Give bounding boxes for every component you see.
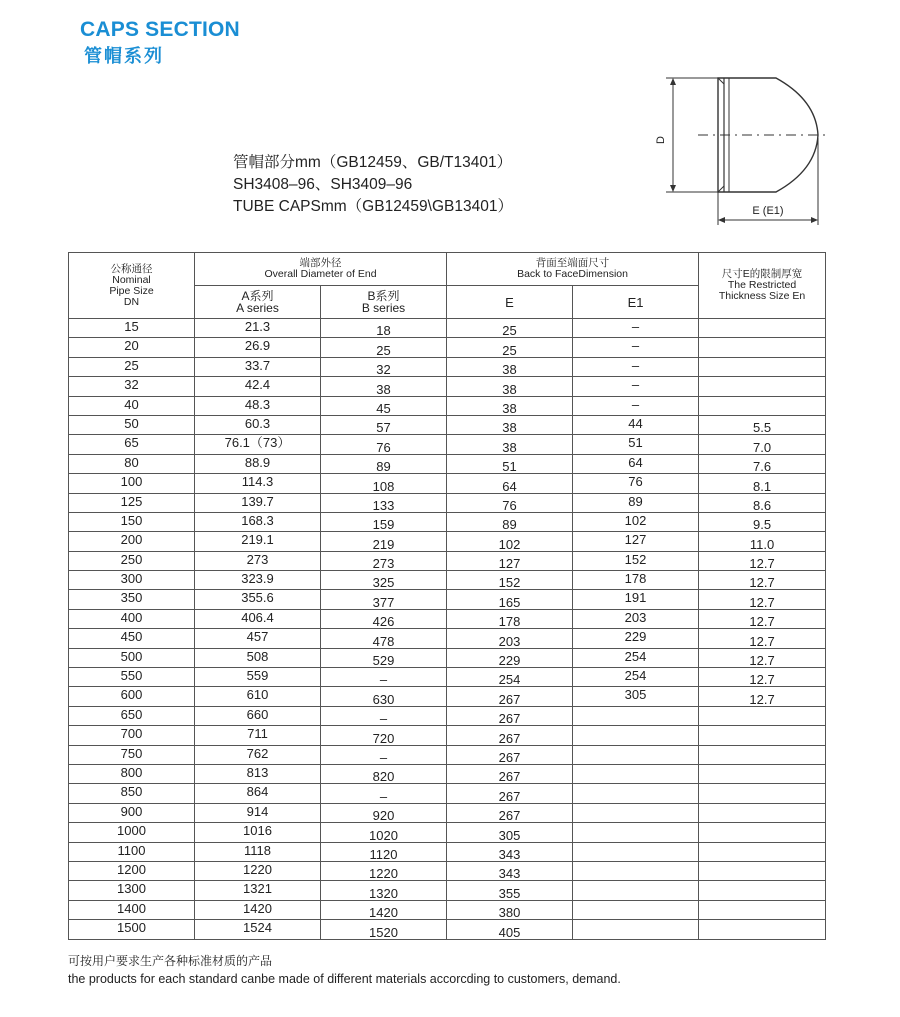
cell-a-series: 33.7 (195, 357, 321, 376)
cell-e1: 178 (573, 571, 699, 590)
cell-e: 38 (447, 435, 573, 454)
table-row (69, 784, 826, 803)
cell-a-series: 273 (195, 551, 321, 570)
cell-a-series: 76.1（73） (195, 435, 321, 454)
cell-e: 38 (447, 415, 573, 434)
table-row (69, 338, 826, 357)
cell-e: 203 (447, 629, 573, 648)
cell-b-series: – (321, 706, 447, 725)
cell-thickness: 12.7 (699, 629, 826, 648)
cell-b-series: – (321, 784, 447, 803)
cell-thickness: 9.5 (699, 512, 826, 531)
header-dn-en1: Nominal (112, 273, 151, 286)
cell-e1 (573, 726, 699, 745)
cell-b-series: 478 (321, 629, 447, 648)
header-restricted-thickness (699, 253, 826, 319)
header-a-cn: A系列 (241, 289, 274, 303)
standards-line-2: SH3408–96、SH3409–96 (233, 176, 413, 193)
cell-e1 (573, 881, 699, 900)
header-dn-en2: Pipe Size (109, 284, 154, 297)
header-b-series (321, 286, 447, 319)
table-row (69, 764, 826, 783)
cell-b-series: 1220 (321, 861, 447, 880)
header-e1: E1 (573, 286, 699, 319)
cell-dn: 250 (69, 551, 195, 570)
cell-e1 (573, 842, 699, 861)
e-arrow-left (718, 217, 725, 223)
cell-b-series: 57 (321, 415, 447, 434)
table-row (69, 319, 826, 338)
cell-e: 267 (447, 764, 573, 783)
cell-a-series: 88.9 (195, 454, 321, 473)
cell-a-series: 219.1 (195, 532, 321, 551)
cell-e1: 191 (573, 590, 699, 609)
cell-a-series: 1220 (195, 861, 321, 880)
cell-e1 (573, 784, 699, 803)
cell-a-series: 355.6 (195, 590, 321, 609)
cell-e: 165 (447, 590, 573, 609)
d-arrow-top (670, 78, 676, 85)
cell-a-series: 114.3 (195, 474, 321, 493)
cell-a-series: 168.3 (195, 512, 321, 531)
section-title-en: CAPS SECTION (80, 18, 240, 41)
cell-thickness (699, 764, 826, 783)
table-row (69, 454, 826, 473)
cell-thickness (699, 900, 826, 919)
cell-e: 76 (447, 493, 573, 512)
cell-b-series: 273 (321, 551, 447, 570)
cell-e: 343 (447, 861, 573, 880)
cell-b-series: 1320 (321, 881, 447, 900)
cell-e: 229 (447, 648, 573, 667)
d-arrow-bottom (670, 185, 676, 192)
header-back-to-face (447, 253, 699, 286)
table-row (69, 551, 826, 570)
header-e: E (447, 286, 573, 319)
table-row (69, 474, 826, 493)
cell-b-series: – (321, 745, 447, 764)
cell-a-series: 1321 (195, 881, 321, 900)
table-row (69, 900, 826, 919)
cell-a-series: 406.4 (195, 609, 321, 628)
cell-e1 (573, 706, 699, 725)
cell-dn: 40 (69, 396, 195, 415)
cell-a-series: 457 (195, 629, 321, 648)
table-row (69, 357, 826, 376)
cell-a-series: 1524 (195, 920, 321, 939)
cell-e1: 76 (573, 474, 699, 493)
table-row (69, 881, 826, 900)
cell-thickness (699, 745, 826, 764)
cell-b-series: 76 (321, 435, 447, 454)
cell-e1: – (573, 357, 699, 376)
table-row (69, 861, 826, 880)
cell-thickness (699, 920, 826, 939)
table-row (69, 842, 826, 861)
header-a-en: A series (236, 301, 279, 315)
cell-thickness (699, 784, 826, 803)
cell-dn: 450 (69, 629, 195, 648)
table-body (69, 319, 826, 940)
cell-a-series: 762 (195, 745, 321, 764)
cell-thickness: 7.0 (699, 435, 826, 454)
cell-dn: 1300 (69, 881, 195, 900)
cell-thickness (699, 861, 826, 880)
cell-a-series: 323.9 (195, 571, 321, 590)
cell-b-series: 32 (321, 357, 447, 376)
cell-dn: 350 (69, 590, 195, 609)
cell-e: 25 (447, 338, 573, 357)
cell-dn: 200 (69, 532, 195, 551)
cell-dn: 750 (69, 745, 195, 764)
cell-b-series: 377 (321, 590, 447, 609)
cell-dn: 80 (69, 454, 195, 473)
table-row (69, 648, 826, 667)
cell-a-series: 48.3 (195, 396, 321, 415)
cell-b-series: 45 (321, 396, 447, 415)
cell-b-series: 820 (321, 764, 447, 783)
standards-line-3: TUBE CAPSmm（GB12459\GB13401） (233, 198, 513, 215)
table-row (69, 493, 826, 512)
cell-e1: – (573, 319, 699, 338)
cell-e1: 152 (573, 551, 699, 570)
table-row (69, 803, 826, 822)
header-nominal-size (69, 253, 195, 319)
standards-block (233, 152, 513, 218)
cell-b-series: 630 (321, 687, 447, 706)
cell-a-series: 60.3 (195, 415, 321, 434)
cell-e1: 64 (573, 454, 699, 473)
cell-dn: 32 (69, 377, 195, 396)
standards-line-1: 管帽部分mm（GB12459、GB/T13401） (233, 154, 513, 171)
header-thk-en1: The Restricted (727, 279, 797, 291)
header-overall-diameter (195, 253, 447, 286)
table-row (69, 435, 826, 454)
cell-e1: – (573, 377, 699, 396)
cell-thickness: 12.7 (699, 571, 826, 590)
cell-dn: 400 (69, 609, 195, 628)
cell-e1: 305 (573, 687, 699, 706)
cell-a-series: 1118 (195, 842, 321, 861)
cell-thickness: 12.7 (699, 648, 826, 667)
cell-e: 102 (447, 532, 573, 551)
cell-thickness: 12.7 (699, 551, 826, 570)
cell-a-series: 864 (195, 784, 321, 803)
cell-dn: 300 (69, 571, 195, 590)
cell-e: 267 (447, 706, 573, 725)
cell-b-series: 18 (321, 319, 447, 338)
table-row (69, 512, 826, 531)
cell-b-series: 426 (321, 609, 447, 628)
cell-a-series: 610 (195, 687, 321, 706)
header-dn-en3: DN (123, 295, 140, 308)
cap-bevel-top (718, 78, 724, 84)
cell-e1: 89 (573, 493, 699, 512)
cell-e1 (573, 803, 699, 822)
cell-thickness: 12.7 (699, 590, 826, 609)
cell-thickness (699, 357, 826, 376)
cell-e1: 229 (573, 629, 699, 648)
cell-dn: 700 (69, 726, 195, 745)
note-en: the products for each standard canbe made of different materials accorcding to customers, demand. (68, 972, 621, 986)
cell-e1: 203 (573, 609, 699, 628)
cell-e: 267 (447, 803, 573, 822)
section-title-cn: 管帽系列 (84, 46, 164, 66)
cell-b-series: 325 (321, 571, 447, 590)
cell-e: 38 (447, 357, 573, 376)
table-row (69, 571, 826, 590)
table-row (69, 609, 826, 628)
cell-e: 25 (447, 319, 573, 338)
cell-b-series: 108 (321, 474, 447, 493)
table-row (69, 590, 826, 609)
cell-e: 51 (447, 454, 573, 473)
cell-e: 127 (447, 551, 573, 570)
header-b-en: B series (361, 301, 406, 315)
cell-e1 (573, 823, 699, 842)
cell-e1 (573, 764, 699, 783)
cell-e1: 254 (573, 648, 699, 667)
cell-e1: 44 (573, 415, 699, 434)
cell-e: 267 (447, 687, 573, 706)
cell-a-series: 1420 (195, 900, 321, 919)
e-arrow-right (811, 217, 818, 223)
cell-thickness: 8.6 (699, 493, 826, 512)
cap-dimension-diagram (640, 70, 830, 230)
e-label: E (E1) (752, 205, 784, 217)
cell-b-series: – (321, 668, 447, 687)
cell-e1: – (573, 396, 699, 415)
table-row (69, 726, 826, 745)
table-row (69, 687, 826, 706)
header-thk-cn: 尺寸E的限制厚宽 (721, 268, 803, 280)
cell-b-series: 1520 (321, 920, 447, 939)
cell-a-series: 508 (195, 648, 321, 667)
cell-a-series: 559 (195, 668, 321, 687)
cell-e1: 127 (573, 532, 699, 551)
cell-thickness (699, 803, 826, 822)
cell-dn: 1000 (69, 823, 195, 842)
cell-e1 (573, 900, 699, 919)
cell-b-series: 89 (321, 454, 447, 473)
cell-dn: 800 (69, 764, 195, 783)
cell-dn: 1100 (69, 842, 195, 861)
cell-b-series: 133 (321, 493, 447, 512)
cell-a-series: 711 (195, 726, 321, 745)
cell-dn: 25 (69, 357, 195, 376)
cell-e: 267 (447, 784, 573, 803)
cell-e: 38 (447, 396, 573, 415)
header-btf-cn: 背面至端面尺寸 (535, 257, 610, 269)
cell-e: 89 (447, 512, 573, 531)
cell-thickness (699, 338, 826, 357)
cell-dn: 100 (69, 474, 195, 493)
cell-e1: – (573, 338, 699, 357)
cell-dn: 500 (69, 648, 195, 667)
cell-dn: 550 (69, 668, 195, 687)
cell-dn: 50 (69, 415, 195, 434)
cell-e1: 102 (573, 512, 699, 531)
cell-b-series: 720 (321, 726, 447, 745)
header-dn-cn: 公称通径 (110, 262, 153, 275)
table-row (69, 920, 826, 939)
header-thk-en2: Thickness Size En (718, 290, 806, 302)
cell-dn: 600 (69, 687, 195, 706)
cell-dn: 1200 (69, 861, 195, 880)
cell-b-series: 38 (321, 377, 447, 396)
cell-dn: 850 (69, 784, 195, 803)
cell-dn: 15 (69, 319, 195, 338)
cell-e: 178 (447, 609, 573, 628)
cell-e: 405 (447, 920, 573, 939)
cell-e1: 254 (573, 668, 699, 687)
cell-b-series: 159 (321, 512, 447, 531)
cell-b-series: 1120 (321, 842, 447, 861)
caps-spec-table (68, 252, 826, 940)
cell-a-series: 26.9 (195, 338, 321, 357)
cell-e: 380 (447, 900, 573, 919)
cell-a-series: 914 (195, 803, 321, 822)
cell-dn: 1400 (69, 900, 195, 919)
cell-dn: 65 (69, 435, 195, 454)
cell-e1 (573, 745, 699, 764)
table-row (69, 415, 826, 434)
cell-e: 38 (447, 377, 573, 396)
table-row (69, 377, 826, 396)
cell-thickness (699, 706, 826, 725)
cell-e: 355 (447, 881, 573, 900)
cell-a-series: 139.7 (195, 493, 321, 512)
cell-e: 254 (447, 668, 573, 687)
cell-dn: 20 (69, 338, 195, 357)
note-cn: 可按用户要求生产各种标准材质的产品 (68, 954, 273, 968)
cell-b-series: 920 (321, 803, 447, 822)
cell-dn: 900 (69, 803, 195, 822)
cell-a-series: 660 (195, 706, 321, 725)
cell-thickness (699, 881, 826, 900)
cell-a-series: 1016 (195, 823, 321, 842)
table-row (69, 823, 826, 842)
cell-e1: 51 (573, 435, 699, 454)
header-od-en: Overall Diameter of End (264, 268, 377, 280)
table-row (69, 532, 826, 551)
cell-thickness: 5.5 (699, 415, 826, 434)
cell-thickness (699, 377, 826, 396)
cell-e: 267 (447, 745, 573, 764)
header-b-cn: B系列 (367, 289, 400, 303)
cell-dn: 650 (69, 706, 195, 725)
cell-e1 (573, 920, 699, 939)
header-a-series (195, 286, 321, 319)
cap-bevel-bottom (718, 186, 724, 192)
cell-thickness: 12.7 (699, 687, 826, 706)
table-row (69, 396, 826, 415)
cell-dn: 150 (69, 512, 195, 531)
cell-thickness: 7.6 (699, 454, 826, 473)
cell-thickness (699, 726, 826, 745)
cell-thickness: 12.7 (699, 668, 826, 687)
cell-thickness: 11.0 (699, 532, 826, 551)
cell-a-series: 42.4 (195, 377, 321, 396)
cell-a-series: 813 (195, 764, 321, 783)
cell-e: 343 (447, 842, 573, 861)
cell-b-series: 25 (321, 338, 447, 357)
cell-e: 64 (447, 474, 573, 493)
cell-dn: 125 (69, 493, 195, 512)
cell-thickness (699, 823, 826, 842)
cell-dn: 1500 (69, 920, 195, 939)
cell-e: 305 (447, 823, 573, 842)
header-btf-en: Back to FaceDimension (517, 268, 628, 280)
header-od-cn: 端部外径 (299, 257, 342, 269)
cell-thickness (699, 842, 826, 861)
cell-thickness (699, 396, 826, 415)
cell-a-series: 21.3 (195, 319, 321, 338)
cell-thickness: 12.7 (699, 609, 826, 628)
cell-e: 267 (447, 726, 573, 745)
cell-b-series: 1420 (321, 900, 447, 919)
cell-b-series: 1020 (321, 823, 447, 842)
table-row (69, 629, 826, 648)
d-label: D (655, 136, 667, 144)
table-row (69, 706, 826, 725)
cell-e1 (573, 861, 699, 880)
cell-e: 152 (447, 571, 573, 590)
cell-b-series: 529 (321, 648, 447, 667)
cell-thickness: 8.1 (699, 474, 826, 493)
cell-b-series: 219 (321, 532, 447, 551)
table-row (69, 745, 826, 764)
cell-thickness (699, 319, 826, 338)
table-row (69, 668, 826, 687)
